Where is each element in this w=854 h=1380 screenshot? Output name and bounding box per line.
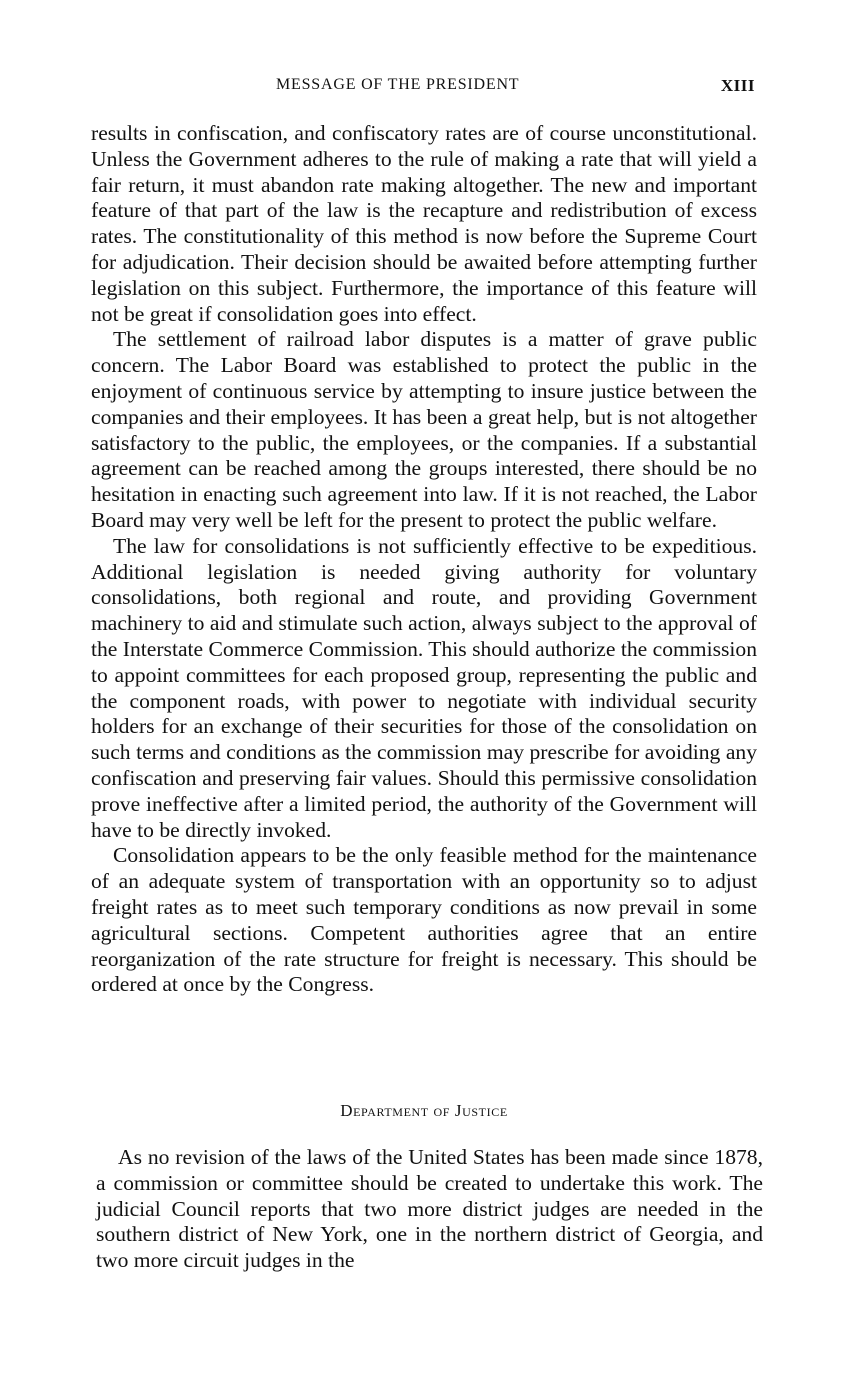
paragraph-rate-making: results in confiscation, and confiscatory rates are of course unconstitutional. Unless the Government adheres to the rule of making a rate that will yield a fair return, it must abandon rate making altogether. The new and important feature of that part of the law is the recapture and redistribution of excess rates. The constitutionality of this method is now before the Supreme Court for adjudication. Their decision should be awaited before attempting further legislation on this subject. Furthermore, the importance of this feature will not be great if consolidation goes into effect. (91, 121, 757, 326)
section-heading: Department of Justice (340, 1101, 508, 1120)
running-header (91, 76, 757, 100)
paragraph-consolidation-method: Consolidation appears to be the only feasible method for the maintenance of an adequate system of transportation with an opportunity so to adjust freight rates as to meet such temporary conditions as now prevail in some agricultural sections. Competent authorities agree that an entire reorganization of the rate structure for freight is necessary. This should be ordered at once by the Congress. (91, 843, 757, 997)
body-text (91, 121, 757, 998)
section-body (96, 1145, 763, 1274)
paragraph-labor-disputes: The settlement of railroad labor disputes is a matter of grave public concern. The Labor Board was established to protect the public in the enjoyment of continuous service by attempting to insure justice between the companies and their employees. It has been a great help, but is not altogether satisfactory to the public, the employees, or the companies. If a substantial agreement can be reached among the groups interested, there should be no hesitation in enacting such agreement into law. If it is not reached, the Labor Board may very well be left for the present to protect the public welfare. (91, 327, 757, 532)
paragraph-consolidation-law: The law for consolidations is not sufficiently effective to be expeditious. Additional legislation is needed giving authority for voluntary consolidations, both regional and route, and providing Government machinery to aid and stimulate such action, always subject to the approval of the Interstate Commerce Commission. This should authorize the commission to appoint committees for each proposed group, representing the public and the component roads, with power to negotiate with individual security holders for an exchange of their securities for those of the consolidation on such terms and conditions as the commission may prescribe for avoiding any confiscation and preserving fair values. Should this permissive consolidation prove ineffective after a limited period, the authority of the Government will have to be directly invoked. (91, 533, 757, 842)
running-title: MESSAGE OF THE PRESIDENT (276, 76, 520, 93)
paragraph-department-of-justice: As no revision of the laws of the United States has been made since 1878, a commission or committee should be created to undertake this work. The judicial Council reports that two more district judges are needed in the southern district of New York, one in the northern district of Georgia, and two more circuit judges in the (96, 1145, 763, 1273)
page-number: XIII (720, 76, 755, 95)
